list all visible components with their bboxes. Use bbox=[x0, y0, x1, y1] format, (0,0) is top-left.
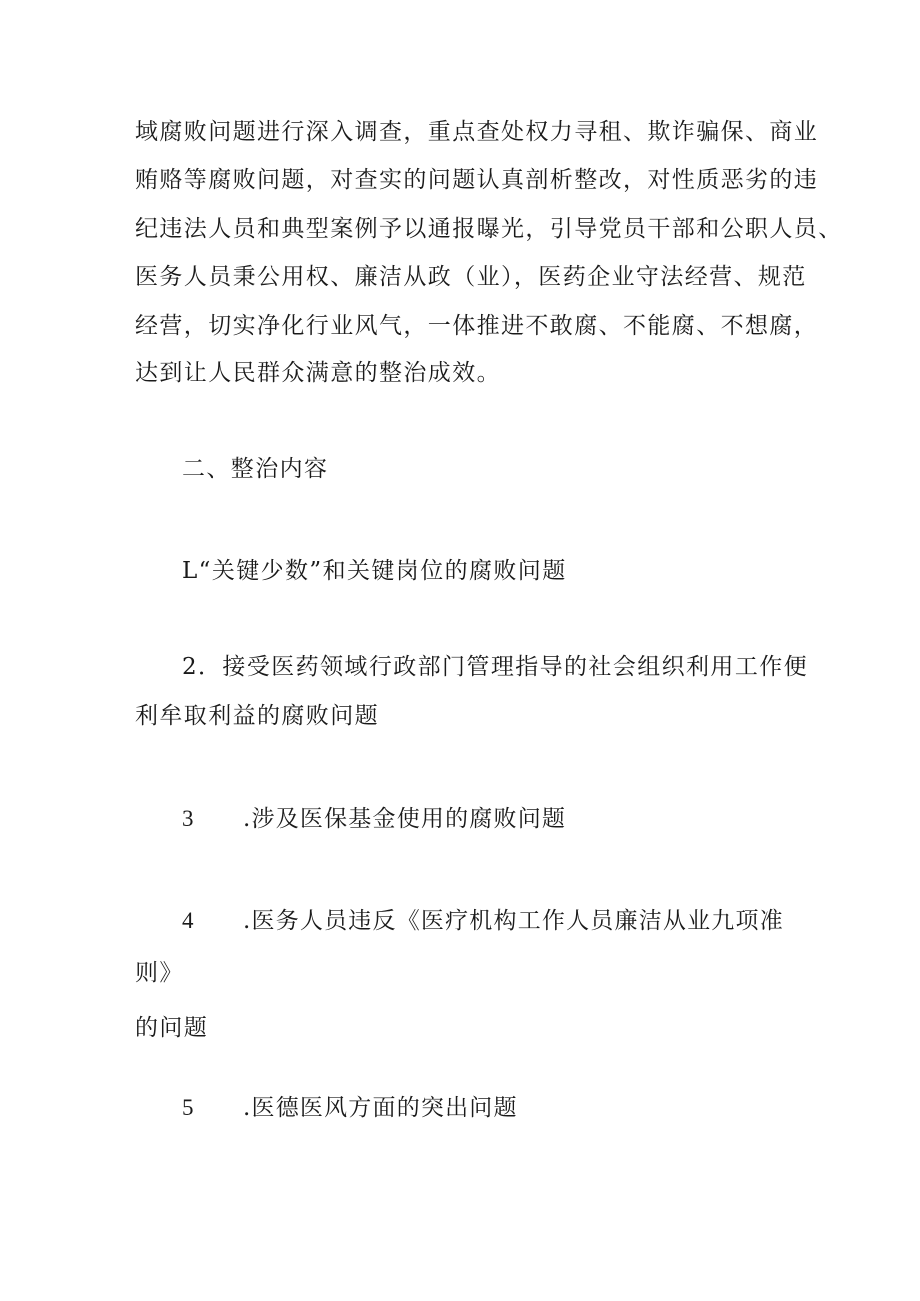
list-item-5-text: .医德医风方面的突出问题 bbox=[243, 1095, 518, 1121]
list-item-3-text: .涉及医保基金使用的腐败问题 bbox=[243, 806, 567, 832]
list-item-4-continuation-2: 的问题 bbox=[135, 1015, 209, 1041]
list-item-5-number: 5 bbox=[182, 1095, 194, 1120]
list-item-1: L“关键少数”和关键岗位的腐败问题 bbox=[182, 558, 567, 584]
list-item-2-line-1: 2．接受医药领域行政部门管理指导的社会组织利用工作便 bbox=[182, 654, 809, 680]
paragraph-line-4: 医务人员秉公用权、廉洁从政（业），医药企业守法经营、规范 bbox=[135, 264, 807, 290]
paragraph-line-1: 域腐败问题进行深入调查，重点查处权力寻租、欺诈骗保、商业 bbox=[135, 119, 819, 145]
list-item-4-continuation-1: 则》 bbox=[135, 960, 184, 986]
list-item-3-number: 3 bbox=[182, 806, 194, 831]
paragraph-line-5: 经营，切实净化行业风气，一体推进不敢腐、不能腐、不想腐， bbox=[135, 313, 819, 339]
paragraph-line-2: 贿赂等腐败问题，对查实的问题认真剖析整改，对性质恶劣的违 bbox=[135, 167, 819, 193]
list-item-4-number: 4 bbox=[182, 908, 194, 933]
paragraph-line-3: 纪违法人员和典型案例予以通报曝光，引导党员干部和公职人员、 bbox=[135, 216, 843, 242]
list-item-2-line-2: 利牟取利益的腐败问题 bbox=[135, 703, 379, 729]
paragraph-line-6: 达到让人民群众满意的整治成效。 bbox=[135, 360, 501, 386]
section-heading: 二、整治内容 bbox=[182, 456, 329, 482]
list-item-4-text: .医务人员违反《医疗机构工作人员廉洁从业九项准 bbox=[243, 908, 784, 934]
